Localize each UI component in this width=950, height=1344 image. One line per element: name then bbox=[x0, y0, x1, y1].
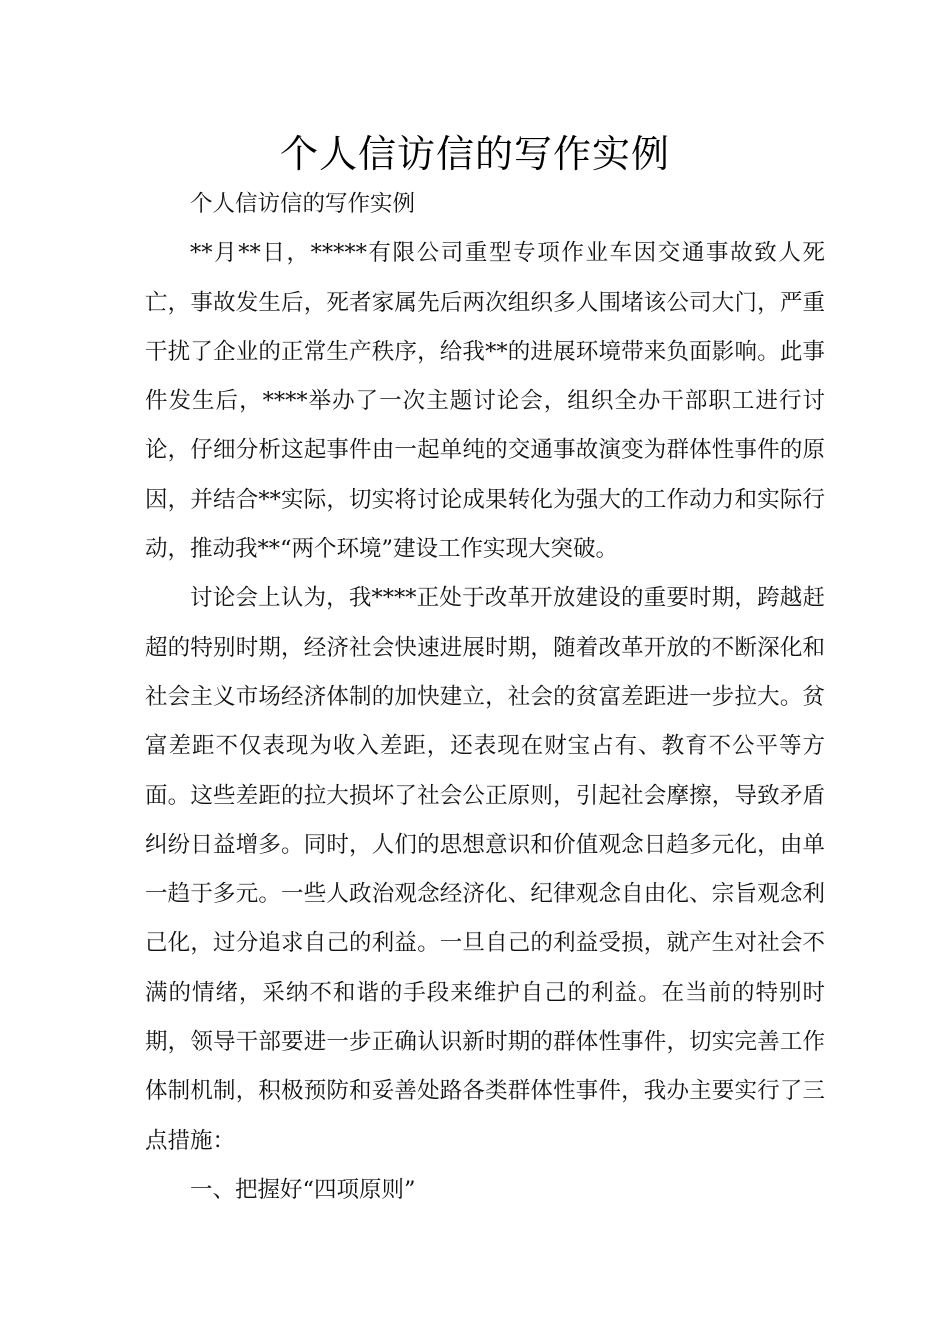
body-paragraph-incident: **月**日，*****有限公司重型专项作业车因交通事故致人死亡，事故发生后，死者家属先后两次组织多人围堵该公司大门，严重干扰了企业的正常生产秩序，给我**的进展环境带来负面影响。此事件发生后，****举办了一次主题讨论会，组织全办干部职工进行讨论，仔细分析这起事件由一起单纯的交通事故演变为群体性事件的原因，并结合**实际，切实将讨论成果转化为强大的工作动力和实际行动，推动我**“两个环境”建设工作实现大突破。 bbox=[145, 240, 825, 563]
subtitle-paragraph: 个人信访信的写作实例 bbox=[190, 191, 416, 217]
body-paragraph-discussion: 讨论会上认为，我****正处于改革开放建设的重要时期，跨越赶超的特别时期，经济社会快速进展时期，随着改革开放的不断深化和社会主义市场经济体制的加快建立，社会的贫富差距进一步拉大。贫富差距不仅表现为收入差距，还表现在财宝占有、教育不公平等方面。这些差距的拉大损坏了社会公正原则，引起社会摩擦，导致矛盾纠纷日益增多。同时，人们的思想意识和价值观念日趋多元化，由单一趋于多元。一些人政治观念经济化、纪律观念自由化、宗旨观念利己化，过分追求自己的利益。一旦自己的利益受损，就产生对社会不满的情绪，采纳不和谐的手段来维护自己的利益。在当前的特别时期，领导干部要进一步正确认识新时期的群体性事件，切实完善工作体制机制，积极预防和妥善处路各类群体性事件，我办主要实行了三点措施： bbox=[145, 585, 825, 1154]
section-heading-principles: 一、把握好“四项原则” bbox=[190, 1176, 416, 1203]
document-title: 个人信访信的写作实例 bbox=[279, 132, 670, 176]
document-body bbox=[145, 180, 825, 1215]
